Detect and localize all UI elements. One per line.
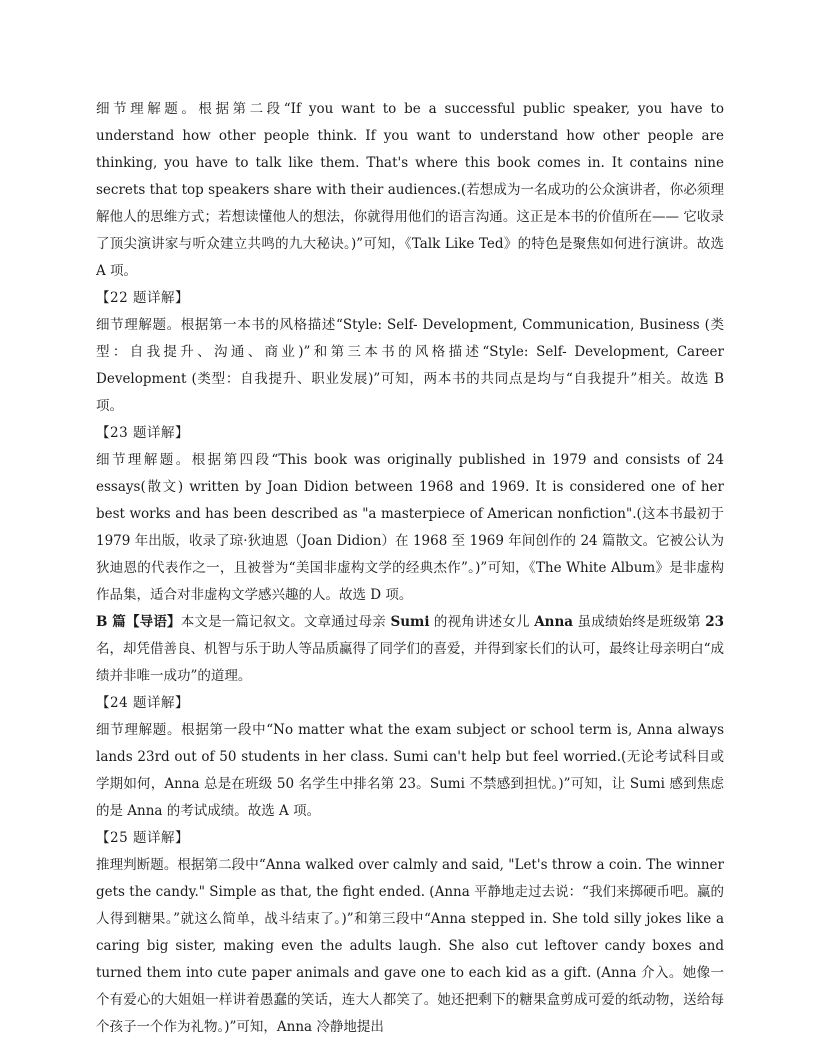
answer-explanation-text [96,96,724,1041]
q22-heading: 【22 题详解】 [96,290,189,306]
q21-explanation: 细节理解题。根据第二段“If you want to be a successful public speaker, you have to understand how other people think. If you want to understand how other people are thinking, you have to talk like them. That's where this book comes in. It contains nine secrets that top speakers share with their audiences.(若想成为一名成功的公众演讲者，你必须理解他人的思维方式；若想读懂他人的想法，你就得用他们的语言沟通。这正是本书的价值所在—— 它收录了顶尖演讲家与听众建立共鸣的九大秘诀。)”可知，《Talk Like Ted》的特色是聚焦如何进行演讲。故选 A 项。 [96,101,724,279]
intro-text-a: 本文是一篇记叙文。文章通过母亲 [180,614,391,630]
q23-explanation: 细节理解题。根据第四段“This book was originally published in 1979 and consists of 24 essays(散文) written by Joan Didion between 1968 and 1969. It is considered one of her best works and has been described as "a masterpiece of American nonfiction".(这本书最初于 1979 年出版，收录了琼·狄迪恩（Joan Didion）在 1968 至 1969 年间创作的 24 篇散文。它被公认为狄迪恩的代表作之一，且被誉为“美国非虚构文学的经典杰作”。)”可知，《The White Album》是非虚构作品集，适合对非虚构文学感兴趣的人。故选 D 项。 [96,452,724,603]
q24-explanation: 细节理解题。根据第一段中“No matter what the exam subject or school term is, Anna always lands 23rd out of 50 students in her class. Sumi can't help but feel worried.(无论考试科目或学期如何，Anna 总是在班级 50 名学生中排名第 23。Sumi 不禁感到担忧。)”可知，让 Sumi 感到焦虑的是 Anna 的考试成绩。故选 A 项。 [96,722,724,819]
q24-heading: 【24 题详解】 [96,695,189,711]
q25-heading: 【25 题详解】 [96,830,189,846]
name-mother: Sumi [390,614,430,630]
intro-text-d: 名，却凭借善良、机智与乐于助人等品质赢得了同学们的喜爱，并得到家长们的认可，最终让母亲明白“成绩并非唯一成功”的道理。 [96,641,724,684]
passage-b-label: B 篇【导语】 [96,614,181,630]
intro-text-b: 的视角讲述女儿 [429,614,535,630]
q25-explanation: 推理判断题。根据第二段中“Anna walked over calmly and said, "Let's throw a coin. The winner gets the candy." Simple as that, the fight ended. (Anna 平静地走过去说：“我们来掷硬币吧。赢的人得到糖果。”就这么简单，战斗结束了。)”和第三段中“Anna stepped in. She told silly jokes like a caring big sister, making even the adults laugh. She also cut leftover candy boxes and turned them into cute paper animals and gave one to each kid as a gift. (Anna 介入。她像一个有爱心的大姐姐一样讲着愚蠢的笑话，连大人都笑了。她还把剩下的糖果盒剪成可爱的纸动物，送给每个孩子一个作为礼物。)”可知，Anna 冷静地提出 [96,857,724,1035]
intro-text-c: 虽成绩始终是班级第 [573,614,706,630]
q22-explanation: 细节理解题。根据第一本书的风格描述“Style: Self- Development, Communication, Business (类型：自我提升、沟通、商业)”和第三本书的风格描述“Style: Self- Development, Career Development (类型：自我提升、职业发展)”可知，两本书的共同点是均与“自我提升”相关。故选 B 项。 [96,317,724,414]
rank-number: 23 [705,614,724,630]
passage-b-intro [96,609,724,690]
q23-heading: 【23 题详解】 [96,425,189,441]
name-daughter: Anna [534,614,574,630]
